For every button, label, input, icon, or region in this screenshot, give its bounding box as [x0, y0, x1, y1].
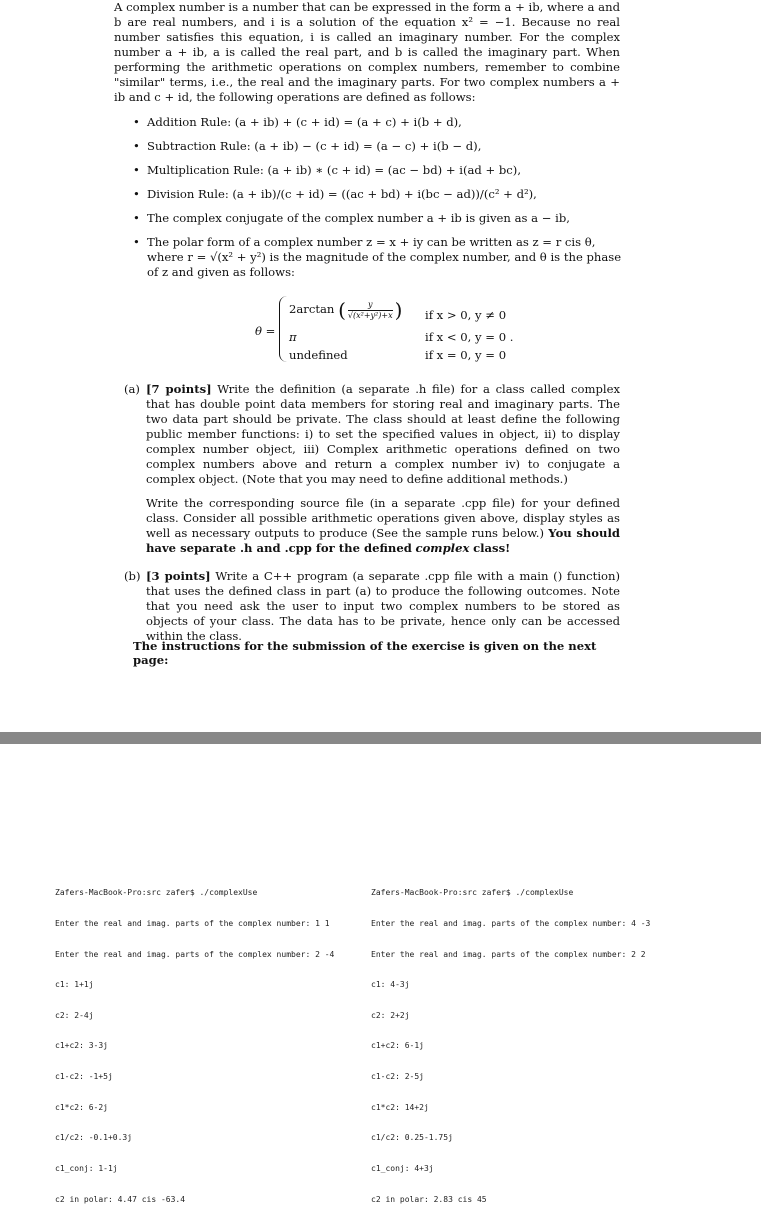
terminal-line: c2: 2-4j: [55, 1010, 94, 1020]
part-a-bold-end: class!: [473, 541, 511, 555]
terminal-line: c1/c2: 0.25-1.75j: [371, 1133, 453, 1143]
part-a-label: (a): [124, 382, 140, 396]
terminal-output-left: [55, 868, 334, 1215]
part-a: [124, 382, 620, 565]
terminal-line: c1: 4-3j: [371, 980, 410, 990]
formula-case-2: π: [289, 330, 297, 344]
terminal-line: Enter the real and imag. parts of the complex number: 2 2: [371, 949, 646, 959]
formula-case-3: undefined: [289, 348, 348, 362]
formula-lhs: θ =: [255, 324, 276, 338]
polar-form-rule: • The polar form of a complex number z = x + iy can be written as z = r cis θ, where r = √(x² + y²) is the magnitude of the complex number, and θ is the phase of z and given as follows:: [133, 235, 623, 280]
conjugate-rule: • The complex conjugate of the complex number a + ib is given as a − ib,: [133, 211, 623, 226]
terminal-line: Zafers-MacBook-Pro:src zafer$ ./complexUse: [55, 888, 258, 898]
subtraction-rule: • Subtraction Rule: (a + ib) − (c + id) = (a − c) + i(b − d),: [133, 139, 623, 154]
terminal-line: c2 in polar: 2.83 cis 45: [371, 1194, 487, 1204]
intro-paragraph: A complex number is a number that can be expressed in the form a + ib, where a and b are real numbers, and i is a solution of the equation x² = −1. Because no real number satisfies this equation, i is called an imaginary number. For the complex number a + ib, a is called the real part, and b is called the imaginary part. When performing the arithmetic operations on complex numbers, remember to combine "similar" terms, i.e., the real and the imaginary parts. For two complex numbers a + ib and c + id, the following operations are defined as follows:: [114, 0, 620, 104]
terminal-output-right: [371, 868, 650, 1215]
terminal-line: Enter the real and imag. parts of the complex number: 1 1: [55, 919, 330, 929]
part-a-bold-note: You should have separate .h and .cpp for the defined: [146, 526, 620, 555]
formula-brace: [279, 296, 288, 362]
addition-rule: • Addition Rule: (a + ib) + (c + id) = (a + c) + i(b + d),: [133, 115, 623, 130]
formula-case-1: 2arctan ( $\frac{y}{\text{√(x²+y²)+x}}$ ): [289, 298, 403, 322]
formula-cond-2: if x < 0, y = 0 .: [425, 330, 514, 344]
terminal-line: Enter the real and imag. parts of the complex number: 4 -3: [371, 919, 651, 929]
terminal-line: c1+c2: 3-3j: [55, 1041, 108, 1051]
terminal-line: c1: 1+1j: [55, 980, 94, 990]
part-a-class-name: complex: [415, 541, 470, 555]
terminal-line: c2: 2+2j: [371, 1010, 410, 1020]
part-a-text-1: Write the definition (a separate .h file) for a class called complex that has double point data members for storing real and imaginary parts. The two data part should be private. The class should at least define the following public member functions: i) to set the specified values in object, ii) to display complex number object, iii) Complex arithmetic operations defined on two complex numbers above and return a complex number iv) to conjugate a complex object. (Note that you may need to define additional methods.): [146, 382, 620, 486]
formula-numerator: y: [348, 300, 393, 311]
terminal-line: Enter the real and imag. parts of the complex number: 2 -4: [55, 949, 335, 959]
part-b-text: Write a C++ program (a separate .cpp file with a main () function) that uses the defined class in part (a) to produce the following outcomes. Note that you need ask the user to input two complex numbers to be stored as objects of your class. The data has to be private, hence only can be accessed within the class.: [146, 569, 620, 643]
formula-cond-1: if x > 0, y ≠ 0: [425, 308, 507, 322]
terminal-line: c2 in polar: 4.47 cis -63.4: [55, 1194, 186, 1204]
formula-cond-3: if x = 0, y = 0: [425, 348, 507, 362]
terminal-line: c1_conj: 4+3j: [371, 1163, 434, 1173]
division-rule: • Division Rule: (a + ib)/(c + id) = ((ac + bd) + i(bc − ad))/(c² + d²),: [133, 187, 623, 202]
multiplication-rule: • Multiplication Rule: (a + ib) ∗ (c + id) = (ac − bd) + i(ad + bc),: [133, 163, 623, 178]
theta-formula: [255, 296, 555, 364]
terminal-line: c1_conj: 1-1j: [55, 1163, 118, 1173]
formula-fraction: [348, 300, 393, 321]
formula-denominator: √(x²+y²)+x: [347, 310, 393, 320]
terminal-line: c1*c2: 14+2j: [371, 1102, 429, 1112]
terminal-line: c1-c2: 2-5j: [371, 1072, 424, 1082]
rules-list: [133, 115, 623, 289]
part-a-text-2: Write the corresponding source file (in a separate .cpp file) for your defined class. Consider all possible arithmetic operations given above, display styles as well as necessary outputs to produce (See the sample runs below.): [146, 496, 620, 540]
terminal-line: c1/c2: -0.1+0.3j: [55, 1133, 133, 1143]
part-b-points: [3 points]: [146, 569, 211, 583]
part-b-label: (b): [124, 569, 141, 583]
terminal-line: c1+c2: 6-1j: [371, 1041, 424, 1051]
part-a-points: [7 points]: [146, 382, 212, 396]
formula-arctan: 2arctan: [289, 302, 335, 316]
terminal-line: Zafers-MacBook-Pro:src zafer$ ./complexUse: [371, 888, 574, 898]
final-note: The instructions for the submission of the exercise is given on the next page:: [133, 639, 597, 667]
page-divider: [0, 732, 761, 744]
terminal-line: c1-c2: -1+5j: [55, 1072, 113, 1082]
terminal-line: c1*c2: 6-2j: [55, 1102, 108, 1112]
